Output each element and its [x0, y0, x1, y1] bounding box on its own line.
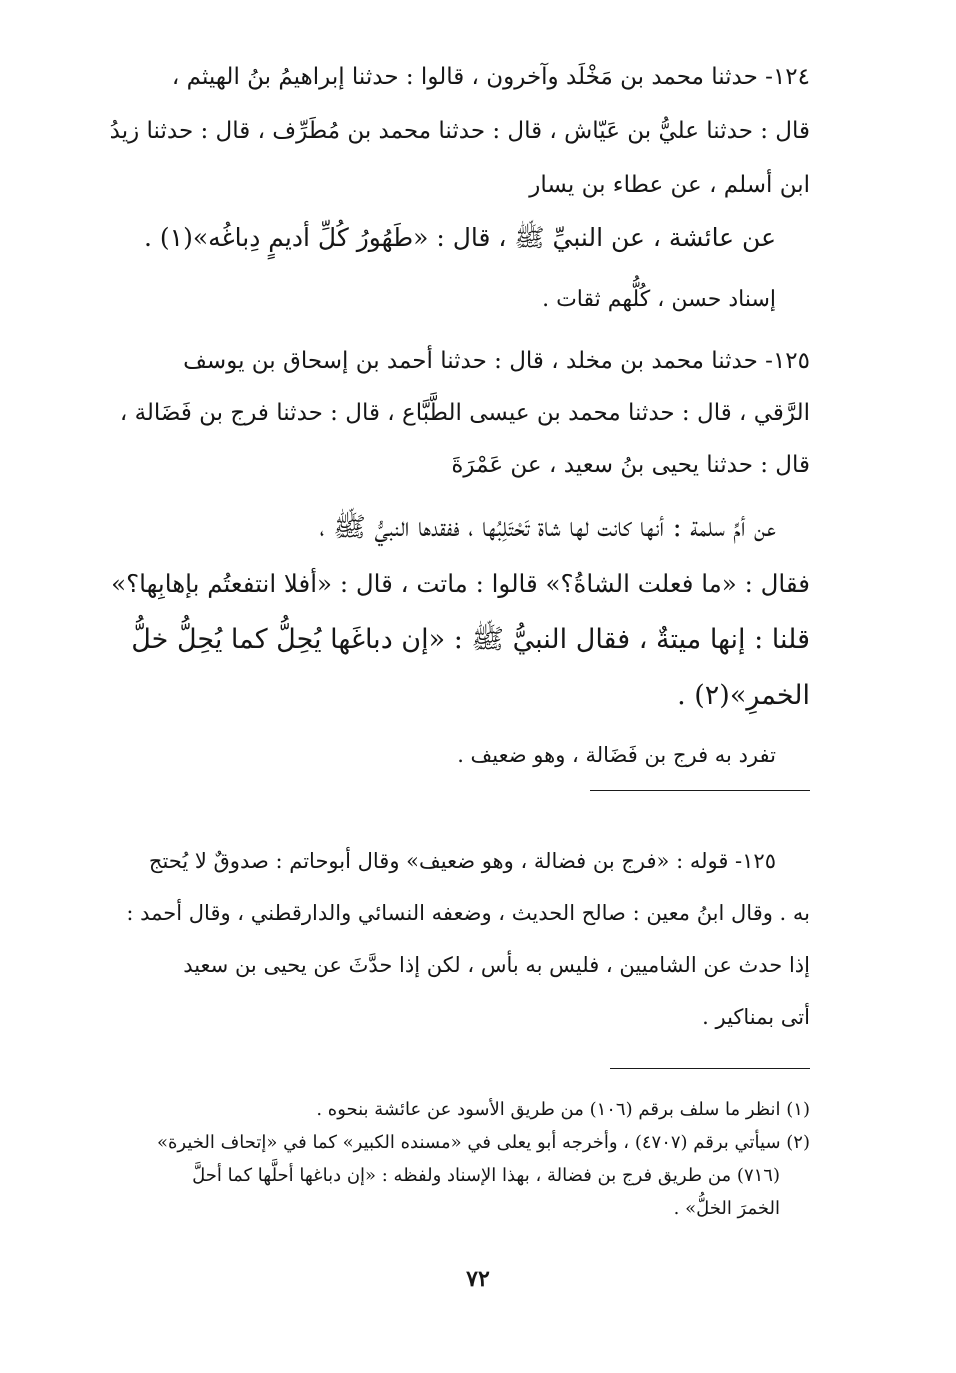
grading-line: إسناد حسن ، كُلُّهم ثقات .: [542, 287, 776, 312]
hadith-124-grading: [110, 276, 810, 324]
hadith-124-isnad: [110, 50, 810, 212]
hadith-125-grading: [76, 735, 776, 775]
footnotes-section: [120, 1093, 810, 1225]
commentary-line: أتى بمناكير .: [702, 1005, 810, 1029]
footnote-line: (١) انظر ما سلف برقم (١٠٦) من طريق الأسود عن عائشة بنحوه .: [316, 1099, 810, 1120]
matn-line: فقال : «ما فعلت الشاةُ؟» قالوا : ماتت ، قال : «أفلا انتفعتُم بإهابِها؟»: [111, 569, 810, 598]
matn-line: عن عائشة ، عن النبيِّ ﷺ ، قال : «طَهُورُ كُلِّ أديمٍ دِباغُه»(١) .: [144, 223, 776, 252]
footnote-line: (٢) سيأتي برقم (٤٧٠٧) ، وأخرجه أبو يعلى في «مسنده الكبير» كما في «إتحاف الخيرة»: [156, 1132, 810, 1153]
commentary-line: ١٢٥- قوله : «فرج بن فضالة ، وهو ضعيف» وقال أبوحاتم : صدوقٌ لا يُحتج: [148, 849, 776, 873]
isnad-line: ١٢٤- حدثنا محمد بن مَخْلَد وآخرون ، قالوا : حدثنا إبراهيمُ بنُ الهيثم ،: [171, 64, 810, 90]
hadith-125-isnad: [110, 335, 810, 491]
isnad-line: ١٢٥- حدثنا محمد بن مخلد ، قال : حدثنا أحمد بن إسحاق بن يوسف: [183, 348, 810, 374]
footnote-divider: [610, 1068, 810, 1069]
matn-line: عن أمِّ سلمة : أنها كانت لها شاة تَحْتَلِبُها ، ففقدها النبيُّ ﷺ ،: [319, 512, 776, 543]
isnad-line: قال : حدثنا يحيى بنُ سعيد ، عن عَمْرَةَ: [451, 452, 810, 478]
isnad-line: ابن أسلم ، عن عطاء بن يسار: [529, 172, 810, 198]
section-divider: [590, 790, 810, 791]
hadith-124-matn: [116, 210, 776, 266]
footnote-line: الخمرَ الخلُّ» .: [673, 1198, 780, 1219]
hadith-125-matn: [110, 500, 810, 724]
page-number: ٧٢: [466, 1266, 490, 1292]
commentary-line: إذا حدث عن الشاميين ، فليس به بأس ، لكن إذا حدَّثَ عن يحيى بن سعيد: [183, 953, 810, 977]
footnote-line: (٧١٦) من طريق فرج بن فضالة ، بهذا الإسناد ولفظه : «إن دباغها أحلَّها كما أحلَّ: [192, 1165, 780, 1186]
isnad-line: الرَّقي ، قال : حدثنا محمد بن عيسى الطَّبَّاع ، قال : حدثنا فرج بن فَضَالة ،: [119, 400, 810, 426]
matn-line: الخمرِ»(٢) .: [677, 680, 810, 711]
commentary-line: به . وقال ابنُ معين : صالح الحديث ، وضعفه النسائي والدارقطني ، وقال أحمد :: [126, 901, 810, 925]
grading-line: تفرد به فرج بن فَضَالة ، وهو ضعيف .: [457, 743, 776, 767]
isnad-line: قال : حدثنا عليُّ بن عَيّاش ، قال : حدثنا محمد بن مُطَرِّف ، قال : حدثنا زيدُ: [109, 118, 810, 144]
commentary-section: [110, 835, 810, 1043]
matn-line: قلنا : إنها ميتةٌ ، فقال النبيُّ ﷺ : «إن دباغَها يُحِلُّ كما يُحِلُّ خلُّ: [131, 624, 810, 655]
